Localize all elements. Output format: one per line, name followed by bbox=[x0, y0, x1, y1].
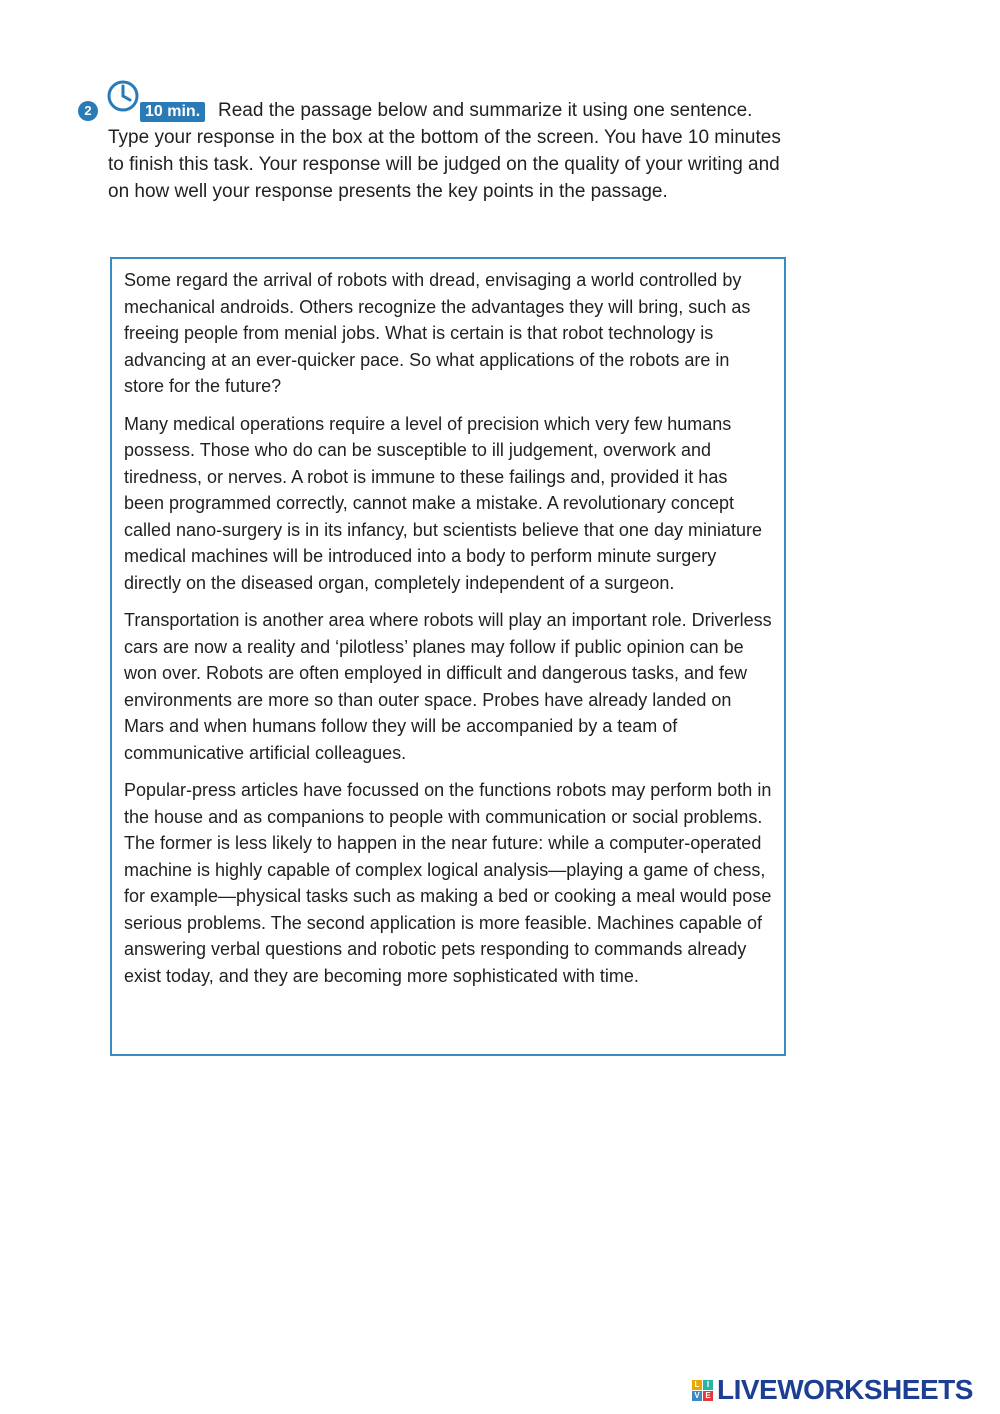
liveworksheets-logo bbox=[692, 1376, 973, 1404]
task-instructions: Read the passage below and summarize it using one sentence. Type your response in the box at the bottom of the screen. You have 10 minutes to finish this task. Your response will be judged on the quality of your writing and on how well your response presents the key points in the passage. bbox=[108, 100, 781, 202]
logo-mark-icon bbox=[692, 1380, 713, 1401]
passage-paragraph-4: Popular-press articles have focussed on the functions robots may perform both in the house and as companions to people with communication or social problems. The former is less likely to happen in the near future: while a computer-operated machine is highly capable of complex logical analysis—playing a game of chess, for example—physical tasks such as making a bed or cooking a meal would pose serious problems. The second application is more feasible. Machines capable of answering verbal questions and robotic pets responding to commands already exist today, and they are becoming more sophisticated with time. bbox=[124, 780, 772, 986]
logo-text: LIVEWORKSHEETS bbox=[717, 1374, 973, 1405]
task-number-badge: 2 bbox=[78, 101, 98, 121]
reading-passage-box bbox=[110, 257, 786, 1056]
logo-mark-letter-i: I bbox=[703, 1380, 713, 1390]
passage-paragraph-2: Many medical operations require a level of precision which very few humans possess. Those who do can be susceptible to ill judgement, overwork and tiredness, or nerves. A robot is immune to these failings and, provided it has been programmed correctly, cannot make a mistake. A revolutionary concept called nano-surgery is in its infancy, but scientists believe that one day miniature medical machines will be introduced into a body to perform minute surgery directly on the diseased organ, completely independent of a surgeon. bbox=[124, 413, 762, 593]
logo-mark-letter-l: L bbox=[692, 1380, 702, 1390]
logo-mark-letter-v: V bbox=[692, 1391, 702, 1401]
time-limit-badge: 10 min. bbox=[140, 102, 205, 122]
passage-paragraph-3: Transportation is another area where robots will play an important role. Driverless cars are now a reality and ‘pilotless’ planes may follow if public opinion can be won over. Robots are often employed in difficult and dangerous tasks, and few environments are more so than outer space. Probes have already landed on Mars and when humans follow they will be accompanied by a team of communicative artificial colleagues. bbox=[124, 610, 772, 763]
logo-mark-letter-e: E bbox=[703, 1391, 713, 1401]
passage-paragraph-1: Some regard the arrival of robots with dread, envisaging a world controlled by mechanical androids. Others recognize the advantages they will bring, such as freeing people from menial jobs. What is certain is that robot technology is advancing at an ever-quicker pace. So what applications of the robots are in store for the future? bbox=[124, 270, 751, 396]
